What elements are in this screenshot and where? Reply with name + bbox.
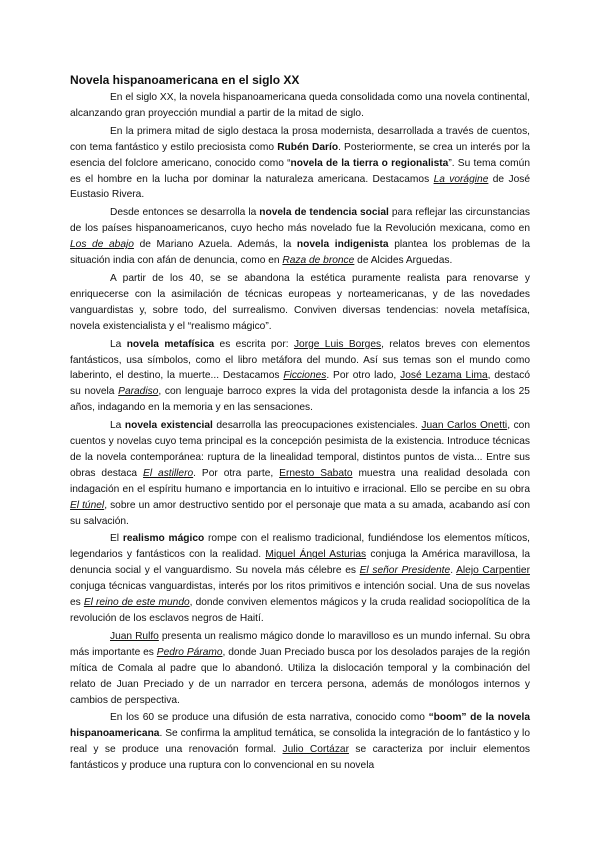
text-run: es escrita por: — [214, 338, 294, 350]
work-title: El túnel — [70, 499, 105, 511]
text-run: . Por otra parte, — [193, 467, 280, 479]
text-run: A partir de los 40, se se abandona la estética puramente realista para renovarse y enriquecerse con la asimilación de técnicas europeas y norteamericanas, y de las novedades vanguardistas y, sobre todo, del surrealismo. Conviven diversas tendencias: novela metafísica, novela existencialista y el “realismo mágico”. — [70, 272, 530, 332]
text-run: La — [110, 420, 125, 432]
bold-term: novela metafísica — [126, 338, 215, 350]
text-run: . — [450, 565, 457, 577]
document-title: Novela hispanoamericana en el siglo XX — [70, 73, 300, 87]
text-run: de José Eustasio Rivera. — [70, 173, 531, 201]
text-run: , donde Juan Preciado busca por los desolados parajes de la región mítica de Comala al padre que lo abandonó. Utiliza la dislocación temporal y la combinación del relato de Juan Preciado y de un narrador en tercera persona, además de monólogos internos y cambios de perspectiva. — [70, 646, 530, 706]
text-run: muestra una realidad desolada con indagación en el espíritu humano e importancia en lo intuitivo e irracional. Ello se percibe en su obra — [70, 467, 531, 495]
text-run: de Alcides Arguedas. — [354, 255, 453, 267]
text-run: En la primera mitad de siglo destaca la prosa modernista, desarrollada a través de cuentos, con tema fantástico y estilo preciosista como — [70, 125, 530, 153]
paragraph-3 — [70, 205, 530, 269]
text-run: desarrolla las preocupaciones existenciales. — [212, 420, 422, 432]
text-run: , con lenguaje barroco expres la vida del protagonista desde la infancia a los 25 años, indagando en la memoria y en las sensaciones. — [70, 386, 530, 414]
text-run: , donde conviven elementos mágicos y la cruda realidad sociopolítica de la revolución de los esclavos negros de Haití. — [70, 597, 530, 624]
text-run: conjuga técnicas vanguardistas, interés por los ritos primitivos e intención social. Una de sus novelas es — [70, 581, 530, 609]
text-run: se caracteriza por incluir elementos fantásticos y produce una ruptura con lo convencional en su novela — [70, 744, 530, 772]
work-title: El astillero — [143, 467, 194, 479]
text-run: La — [110, 338, 127, 350]
paragraph-5 — [70, 337, 530, 417]
text-run: En los 60 se produce una difusión de esta narrativa, conocido como — [110, 712, 429, 724]
paragraph-2 — [70, 124, 530, 204]
paragraph-list — [70, 90, 530, 774]
author-name: Alejo Carpentier — [456, 565, 530, 577]
work-title: La vorágine — [433, 173, 489, 185]
paragraph-9 — [70, 710, 530, 774]
text-run: Desde entonces se desarrolla la — [110, 207, 260, 219]
author-name: Ernesto Sabato — [279, 467, 353, 479]
text-run: de Mariano Azuela. Además, la — [133, 239, 297, 251]
text-run: para reflejar las circunstancias de los países hispanoamericanos, cuyo hecho más novelado fue la Revolución mexicana, como en — [70, 207, 530, 235]
text-run: El — [110, 533, 123, 545]
bold-term: “boom” de la novela hispanoamericana — [70, 712, 530, 740]
author-name: Julio Cortázar — [282, 744, 349, 756]
text-run: . Posteriormente, se crea un interés por la esencia del folclore americano, conocido como “ — [70, 141, 530, 169]
text-run: conjuga la América maravillosa, la denuncia social y el vanguardismo. Su novela más célebre es — [70, 549, 530, 577]
bold-term: realismo mágico — [122, 533, 205, 545]
bold-term: novela indigenista — [296, 239, 389, 251]
paragraph-7 — [70, 531, 530, 626]
work-title: Paradiso — [118, 386, 159, 398]
author-name: Jorge Luis Borges — [293, 338, 382, 350]
text-run: , con cuentos y novelas cuyo tema principal es la concepción pesimista de la existencia. Introduce técnicas de la novela contemporánea: ruptura de la linealidad temporal, distintos puntos de vista... Entre sus obras destaca — [70, 420, 531, 479]
document-body — [70, 72, 530, 776]
text-run: . Por otro lado, — [326, 370, 401, 382]
paragraph-4 — [70, 271, 530, 335]
text-run: En el siglo XX, la novela hispanoamericana queda consolidada como una novela continental, alcanzando gran proyección mundial a partir de la mitad de siglo. — [70, 92, 530, 119]
text-run: , relatos breves con elementos fantásticos, usa símbolos, como el libro metáfora del mundo. Así sus temas son el mundo como laberinto, el destino, la muerte... Destacamos — [70, 338, 530, 382]
bold-term: novela existencial — [124, 420, 213, 432]
text-run: presenta un realismo mágico donde lo maravilloso es un mundo infernal. Su obra más importante es — [70, 630, 530, 658]
work-title: Ficciones — [283, 370, 327, 382]
author-name: José Lezama Lima — [400, 370, 488, 382]
text-run: , destacó su novela — [70, 370, 530, 398]
author-name: Miguel Ángel Asturias — [265, 549, 367, 561]
bold-term: Rubén Darío — [277, 141, 339, 153]
bold-term: novela de la tierra o regionalista — [290, 157, 449, 169]
author-name: Juan Carlos Onetti — [421, 420, 508, 432]
paragraph-1 — [70, 90, 530, 122]
paragraph-8 — [70, 629, 530, 709]
paragraph-6 — [70, 418, 530, 529]
text-run: rompe con el realismo tradicional, fundiéndose los elementos míticos, legendarios y fantásticos con la realidad. — [70, 533, 531, 561]
text-run: , sobre un amor destructivo sentido por el personaje que mata a su amada, acabando así con su salvación. — [70, 499, 530, 527]
work-title: Pedro Páramo — [156, 646, 223, 658]
text-run: . Se confirma la amplitud temática, se consolida la integración de lo fantástico y lo real y se produce una renovación formal. — [70, 728, 530, 756]
work-title: Los de abajo — [70, 239, 134, 251]
text-run: ”. Su tema común es el hombre en la lucha por dominar la naturaleza americana. Destacamos — [70, 157, 530, 185]
work-title: Raza de bronce — [282, 255, 355, 267]
bold-term: novela de tendencia social — [259, 207, 389, 219]
work-title: El señor Presidente — [359, 565, 451, 577]
text-run: plantea los problemas de la situación india con afán de denuncia, como en — [70, 239, 530, 267]
author-name: Juan Rulfo — [110, 630, 159, 642]
work-title: El reino de este mundo — [83, 597, 190, 609]
